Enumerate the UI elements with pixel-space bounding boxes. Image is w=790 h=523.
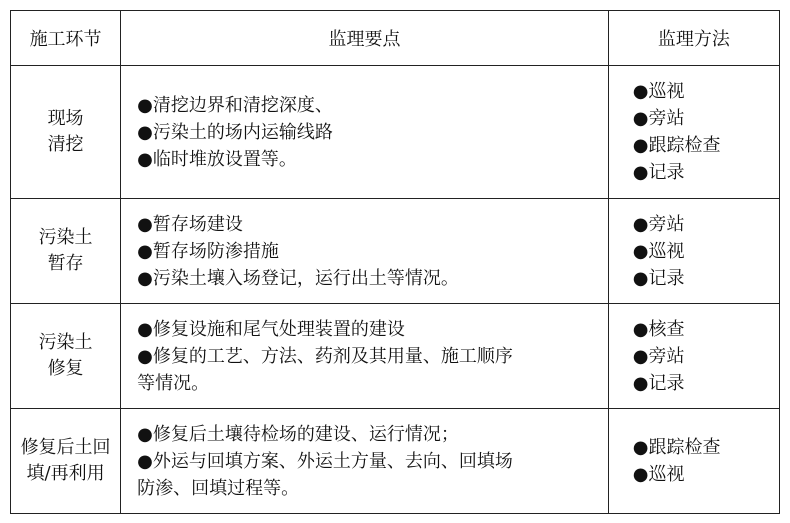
table-row: [11, 199, 780, 304]
method-item: ●旁站: [632, 345, 685, 367]
point-item: ●外运与回填方案、外运土方量、去向、回填场: [137, 450, 513, 472]
method-item: ●记录: [632, 162, 685, 183]
header-points: 监理要点: [121, 11, 609, 66]
stage-cell: [11, 304, 121, 409]
points-cell: [121, 199, 609, 304]
method-item: ●巡视: [632, 240, 685, 262]
method-item: ●跟踪检查: [632, 437, 721, 458]
point-item: ●清挖边界和清挖深度、: [137, 94, 333, 116]
stage-line: 清挖: [47, 134, 84, 155]
method-item: ●跟踪检查: [632, 135, 721, 156]
method-item: ●旁站: [632, 213, 685, 235]
header-row: [11, 11, 780, 66]
stage-line: 污染土: [38, 227, 93, 248]
point-item: 等情况。: [137, 372, 210, 394]
stage-cell: [11, 409, 121, 514]
table-row: [11, 66, 780, 199]
point-item: ●暂存场防渗措施: [137, 240, 279, 262]
point-item: ●污染土的场内运输线路: [137, 121, 333, 143]
header-methods: 监理方法: [608, 11, 779, 66]
stage-cell: [11, 199, 121, 304]
methods-cell: [608, 409, 779, 514]
methods-cell: [608, 304, 779, 409]
point-item: ●污染土壤入场登记，运行出土等情况。: [137, 267, 459, 289]
point-item: ●暂存场建设: [137, 213, 243, 235]
method-item: ●记录: [632, 267, 685, 289]
table-row: [11, 409, 780, 514]
method-item: ●旁站: [632, 108, 685, 129]
table-row: [11, 304, 780, 409]
method-item: ●巡视: [632, 81, 685, 102]
methods-cell: [608, 66, 779, 199]
point-item: ●修复后土壤待检场的建设、运行情况；: [137, 423, 459, 445]
points-cell: [121, 409, 609, 514]
header-stage: 施工环节: [11, 11, 121, 66]
stage-cell: [11, 66, 121, 199]
point-item: 防渗、回填过程等。: [137, 477, 300, 499]
stage-line: 填/再利用: [26, 463, 105, 484]
method-item: ●记录: [632, 372, 685, 394]
method-item: ●核查: [632, 318, 685, 340]
stage-line: 污染土: [38, 332, 93, 353]
points-cell: [121, 304, 609, 409]
stage-line: 修复: [47, 358, 84, 379]
point-item: ●临时堆放设置等。: [137, 148, 297, 170]
stage-line: 暂存: [47, 253, 84, 274]
method-item: ●巡视: [632, 464, 685, 485]
point-item: ●修复设施和尾气处理装置的建设: [137, 318, 405, 340]
point-item: ●修复的工艺、方法、药剂及其用量、施工顺序: [137, 345, 513, 367]
points-cell: [121, 66, 609, 199]
stage-line: 现场: [47, 108, 84, 129]
supervision-table: [10, 10, 780, 514]
methods-cell: [608, 199, 779, 304]
stage-line: 修复后土回: [20, 437, 111, 458]
